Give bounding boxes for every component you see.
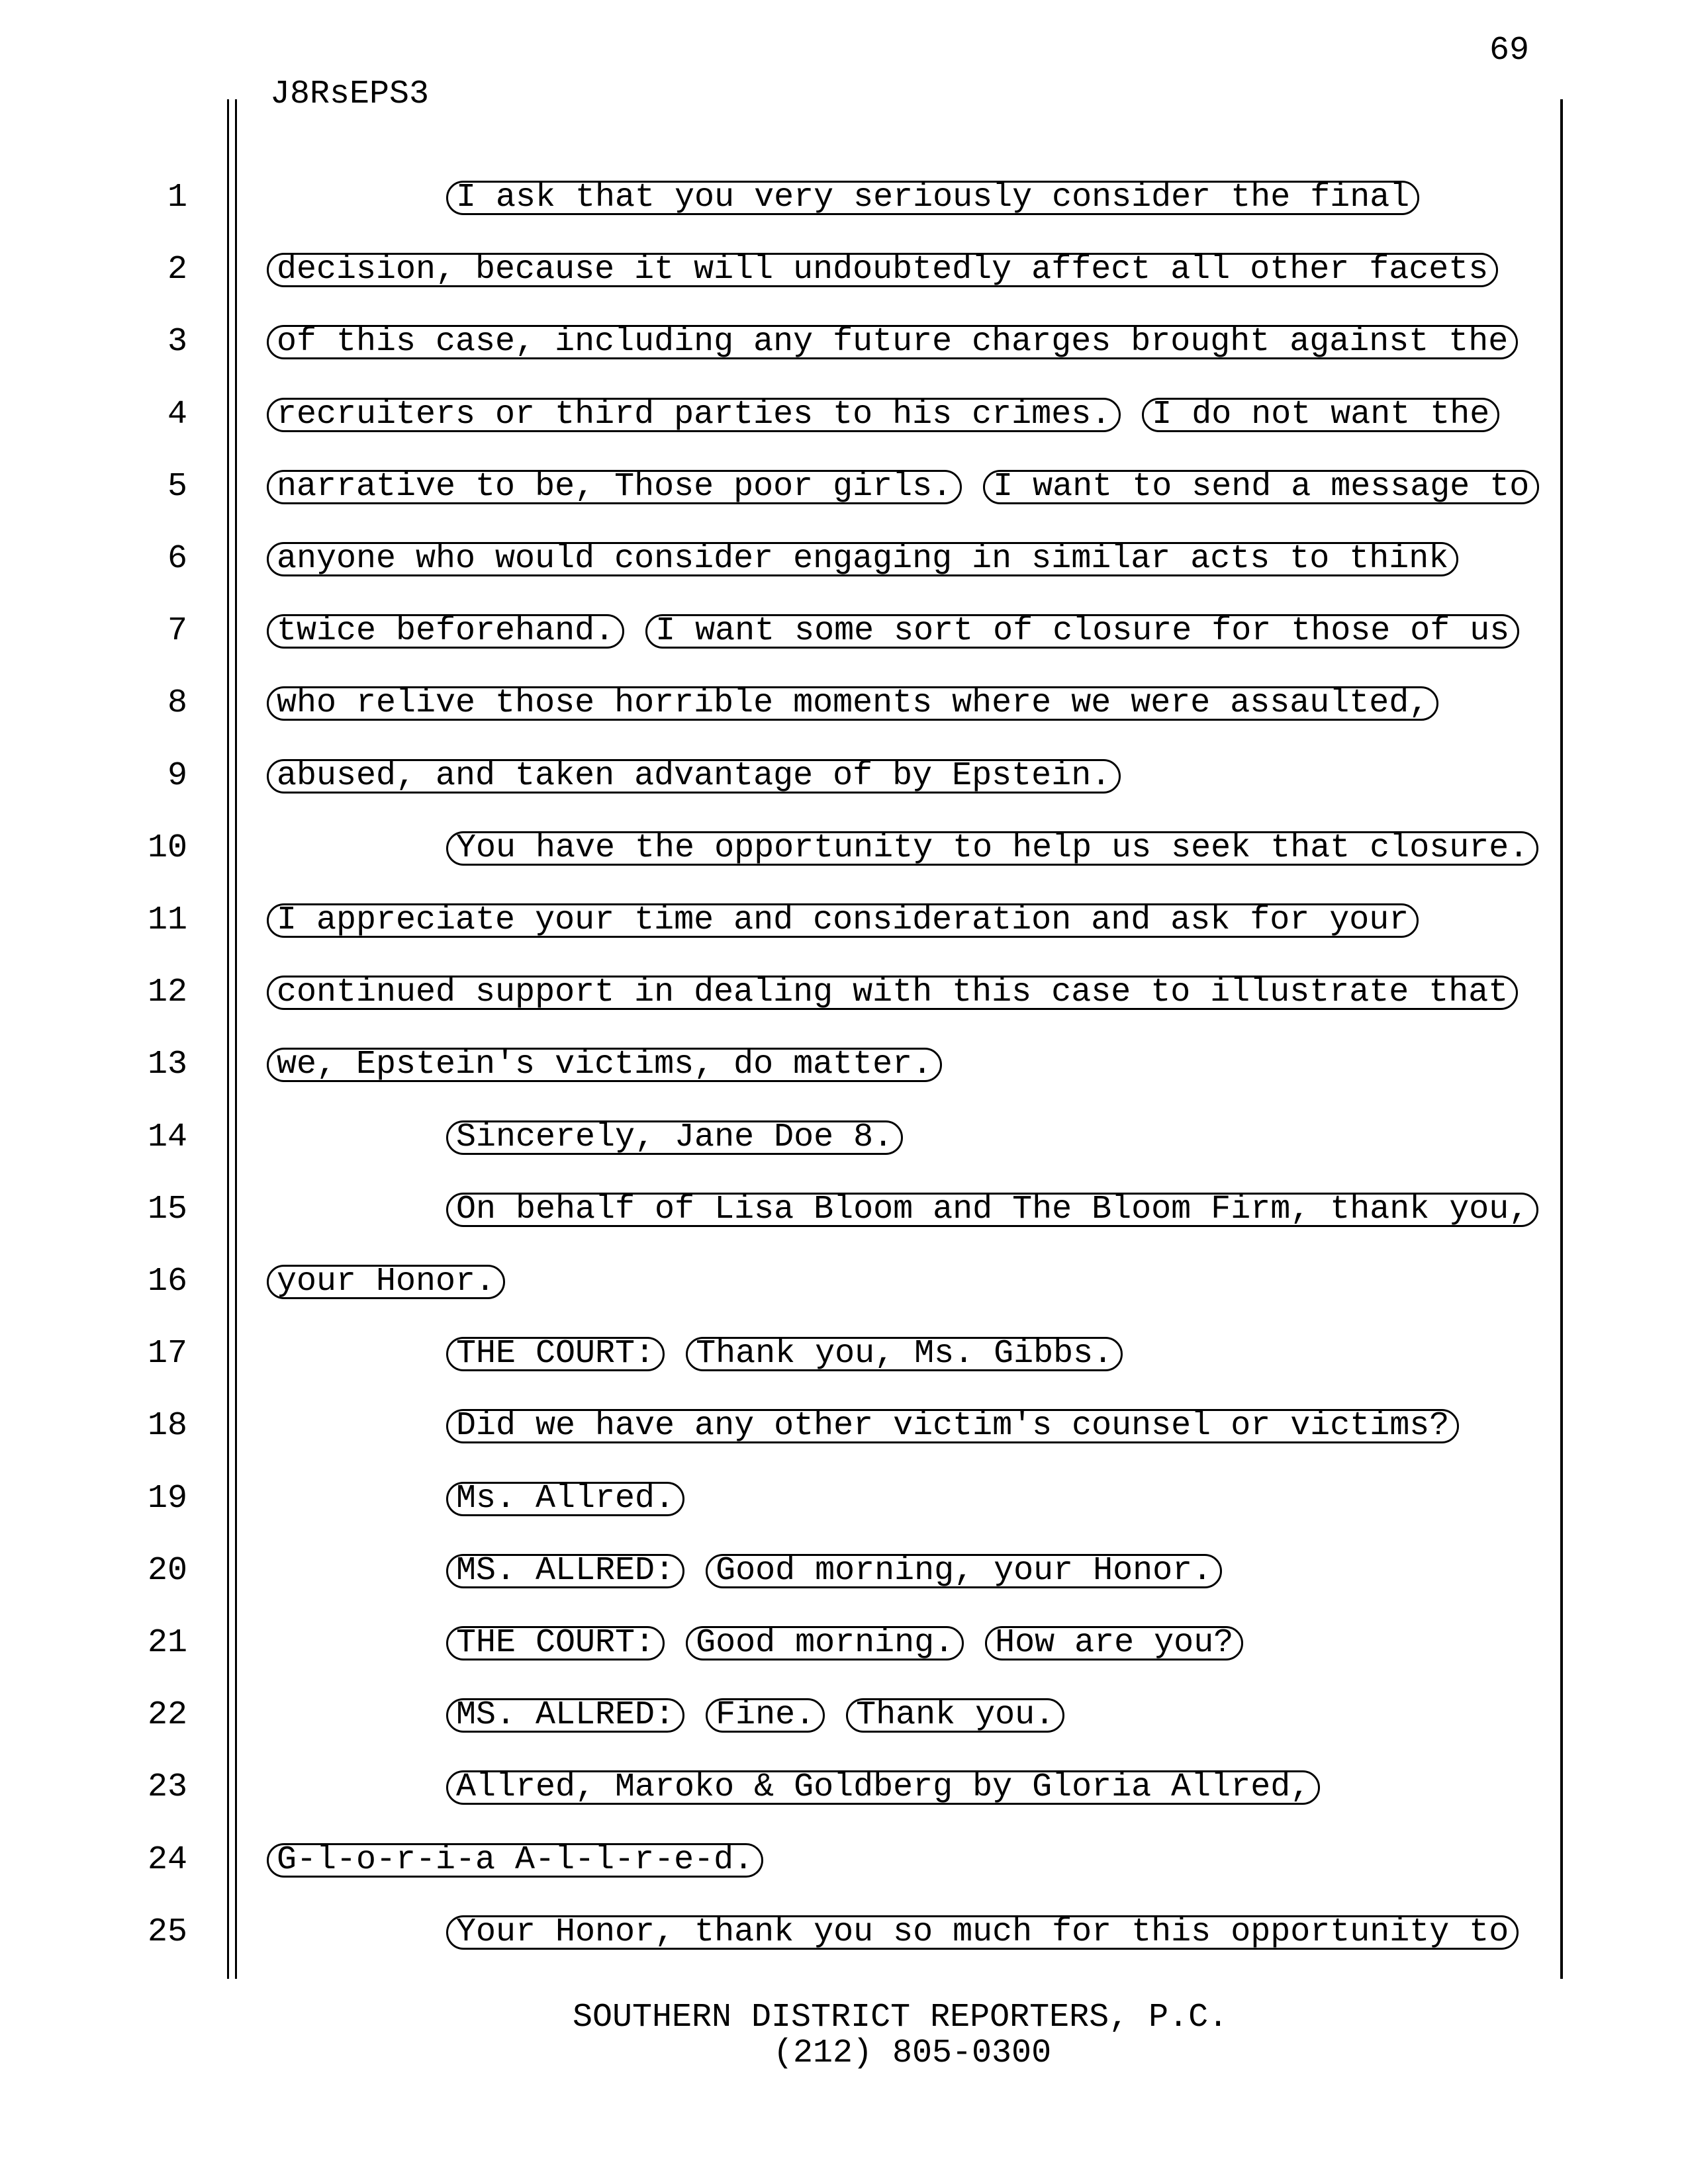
transcript-line-6 [0,542,1688,578]
reporter-org: SOUTHERN DISTRICT REPORTERS, P.C. [573,1999,1229,2036]
line-segments [446,831,1538,866]
line-number: 9 [167,757,187,795]
transcript-line-13 [0,1048,1688,1083]
line-number: 24 [147,1841,187,1879]
transcript-line-17 [0,1337,1688,1373]
line-number: 3 [167,323,187,361]
text-segment-box: recruiters or third parties to his crimes. [267,398,1121,432]
text-segment-box: Allred, Maroko & Goldberg by Gloria Allred, [446,1770,1320,1805]
text-segment-box: Thank you. [846,1698,1064,1733]
line-segments [267,398,1499,432]
line-number: 5 [167,468,187,506]
line-segments [267,976,1518,1010]
line-number: 7 [167,612,187,650]
text-segment-box: I want to send a message to [983,470,1539,504]
text-segment-box: MS. ALLRED: [446,1554,684,1588]
transcript-line-20 [0,1554,1688,1590]
text-segment-box: abused, and taken advantage of by Epstein. [267,759,1121,794]
text-segment-box: of this case, including any future charges brought against the [267,325,1518,359]
line-segments [267,1048,942,1082]
transcript-line-3 [0,325,1688,361]
text-segment-box: MS. ALLRED: [446,1698,684,1733]
transcript-line-25 [0,1915,1688,1951]
transcript-line-24 [0,1843,1688,1879]
line-segments [267,903,1419,938]
page-number: 69 [1489,32,1529,69]
line-segments [446,1626,1243,1661]
transcript-line-7 [0,614,1688,650]
transcript-line-4 [0,398,1688,433]
line-segments [446,1482,684,1516]
line-segments [446,1409,1459,1443]
line-segments [267,686,1438,721]
line-number: 10 [147,829,187,867]
transcript-line-18 [0,1409,1688,1445]
line-number: 21 [147,1624,187,1662]
text-segment-box: twice beforehand. [267,614,624,649]
line-segments [267,759,1121,794]
transcript-line-9 [0,759,1688,795]
line-number: 6 [167,540,187,578]
transcript-line-1 [0,181,1688,216]
line-segments [267,1265,505,1299]
transcript-line-11 [0,903,1688,939]
text-segment-box: G-l-o-r-i-a A-l-l-r-e-d. [267,1843,763,1878]
text-segment-box: Fine. [706,1698,825,1733]
transcript-line-10 [0,831,1688,867]
line-segments [446,1554,1222,1588]
line-segments [446,181,1419,215]
line-segments [267,470,1539,504]
transcript-line-16 [0,1265,1688,1300]
text-segment-box: Your Honor, thank you so much for this opportunity to [446,1915,1519,1950]
line-segments [267,542,1458,576]
text-segment-box: Good morning. [686,1626,964,1661]
line-number: 19 [147,1480,187,1518]
line-number: 22 [147,1696,187,1734]
text-segment-box: decision, because it will undoubtedly affect all other facets [267,253,1498,287]
text-segment-box: I want some sort of closure for those of us [645,614,1519,649]
line-segments [267,325,1518,359]
line-segments [267,614,1519,649]
transcript-session-id: J8RsEPS3 [270,75,430,113]
line-number: 25 [147,1913,187,1951]
left-double-rule-outer [227,99,229,1979]
transcript-line-2 [0,253,1688,289]
text-segment-box: Ms. Allred. [446,1482,684,1516]
text-segment-box: On behalf of Lisa Bloom and The Bloom Firm, thank you, [446,1193,1538,1227]
line-number: 8 [167,684,187,722]
line-segments [446,1915,1519,1950]
line-number: 15 [147,1191,187,1228]
line-number: 23 [147,1768,187,1806]
text-segment-box: Good morning, your Honor. [706,1554,1222,1588]
line-number: 14 [147,1118,187,1156]
line-segments [446,1698,1064,1733]
line-number: 12 [147,974,187,1011]
line-number: 20 [147,1552,187,1590]
line-number: 1 [167,179,187,216]
right-rule [1560,99,1563,1979]
text-segment-box: we, Epstein's victims, do matter. [267,1048,942,1082]
text-segment-box: How are you? [985,1626,1243,1661]
line-segments [446,1337,1123,1371]
transcript-line-14 [0,1120,1688,1156]
text-segment-box: I ask that you very seriously consider the final [446,181,1419,215]
line-number: 16 [147,1263,187,1300]
text-segment-box: THE COURT: [446,1626,665,1661]
text-segment-box: Did we have any other victim's counsel or victims? [446,1409,1459,1443]
line-segments [267,253,1498,287]
transcript-line-12 [0,976,1688,1011]
line-number: 13 [147,1046,187,1083]
text-segment-box: Thank you, Ms. Gibbs. [686,1337,1123,1371]
line-segments [446,1770,1320,1805]
text-segment-box: anyone who would consider engaging in similar acts to think [267,542,1458,576]
line-segments [267,1843,763,1878]
transcript-line-8 [0,686,1688,722]
transcript-line-19 [0,1482,1688,1518]
line-number: 18 [147,1407,187,1445]
transcript-line-5 [0,470,1688,506]
line-segments [446,1120,903,1155]
text-segment-box: I appreciate your time and consideration and ask for your [267,903,1419,938]
left-double-rule-inner [235,99,237,1979]
text-segment-box: your Honor. [267,1265,505,1299]
text-segment-box: continued support in dealing with this case to illustrate that [267,976,1518,1010]
transcript-line-23 [0,1770,1688,1806]
text-segment-box: narrative to be, Those poor girls. [267,470,962,504]
transcript-line-15 [0,1193,1688,1228]
line-number: 2 [167,251,187,289]
line-number: 4 [167,396,187,433]
line-number: 17 [147,1335,187,1373]
text-segment-box: You have the opportunity to help us seek that closure. [446,831,1538,866]
transcript-line-21 [0,1626,1688,1662]
text-segment-box: THE COURT: [446,1337,665,1371]
line-segments [446,1193,1538,1227]
transcript-line-22 [0,1698,1688,1734]
text-segment-box: Sincerely, Jane Doe 8. [446,1120,903,1155]
text-segment-box: who relive those horrible moments where we were assaulted, [267,686,1438,721]
line-number: 11 [147,901,187,939]
text-segment-box: I do not want the [1142,398,1499,432]
reporter-phone: (212) 805-0300 [773,2034,1052,2072]
